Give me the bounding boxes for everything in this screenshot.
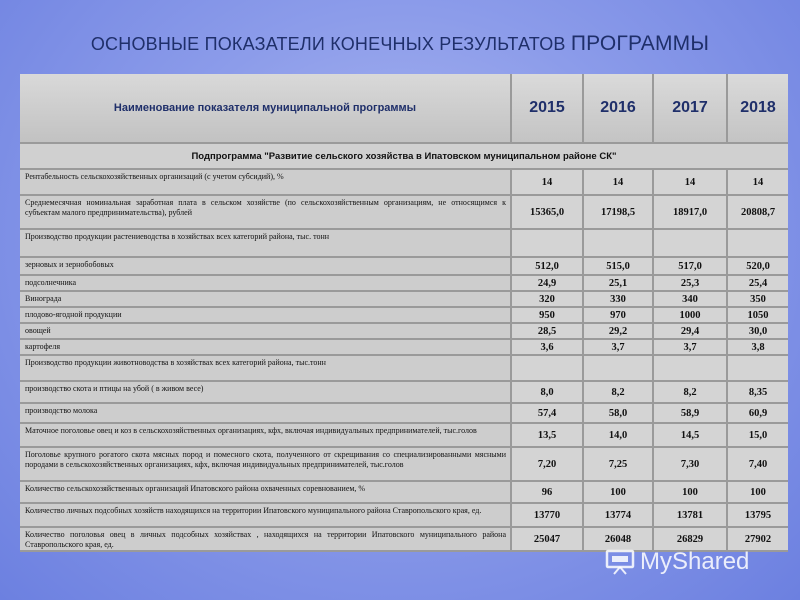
value-2016: 29,2: [584, 324, 654, 340]
value-2015: 950: [512, 308, 584, 324]
value-2015: 28,5: [512, 324, 584, 340]
subprogram-title: Подпрограмма "Развитие сельского хозяйства в Ипатовском муниципальном районе СК": [20, 144, 788, 170]
title-suffix: ПРОГРАММЫ: [570, 32, 710, 55]
header-year: 2016: [584, 74, 654, 144]
value-2018: 7,40: [728, 448, 788, 482]
value-2016: 7,25: [584, 448, 654, 482]
watermark-brand: MyShared: [640, 548, 750, 575]
value-2018: 8,35: [728, 382, 788, 404]
value-2018: 60,9: [728, 404, 788, 424]
indicator-name: производство скота и птицы на убой ( в живом весе): [20, 382, 512, 404]
value-2017: 100: [654, 482, 728, 504]
value-2018: 350: [728, 292, 788, 308]
indicator-name: Маточное поголовье овец и коз в сельскохозяйственных организациях, кфх, включая индивидуальных предпринимателей, тыс.голов: [20, 424, 512, 448]
header-name: Наименование показателя муниципальной программы: [20, 74, 512, 144]
value-2018: 30,0: [728, 324, 788, 340]
header-year: 2015: [512, 74, 584, 144]
indicator-name: Количество поголовья овец в личных подсобных хозяйствах , находящихся на территории Ипатовского муниципального района Ставропольского края, ед.: [20, 528, 512, 552]
value-2016: [584, 356, 654, 382]
page-title: [0, 32, 800, 56]
value-2016: 26048: [584, 528, 654, 552]
value-2015: [512, 356, 584, 382]
value-2016: 25,1: [584, 276, 654, 292]
indicator-name: Производство продукции растениеводства в хозяйствах всех категорий района, тыс. тонн: [20, 230, 512, 258]
value-2016: 100: [584, 482, 654, 504]
table-row: [20, 170, 788, 196]
value-2017: 14: [654, 170, 728, 196]
value-2017: 13781: [654, 504, 728, 528]
table-row: [20, 504, 788, 528]
table-row: [20, 196, 788, 230]
value-2016: 13774: [584, 504, 654, 528]
table-row: [20, 404, 788, 424]
value-2015: 57,4: [512, 404, 584, 424]
value-2018: 3,8: [728, 340, 788, 356]
value-2017: 340: [654, 292, 728, 308]
value-2017: 3,7: [654, 340, 728, 356]
value-2015: 14: [512, 170, 584, 196]
value-2015: 96: [512, 482, 584, 504]
indicator-name: производство молока: [20, 404, 512, 424]
value-2015: 512,0: [512, 258, 584, 276]
value-2015: 24,9: [512, 276, 584, 292]
value-2015: 13,5: [512, 424, 584, 448]
value-2018: 520,0: [728, 258, 788, 276]
subprogram-row: [20, 144, 788, 170]
table-row: [20, 482, 788, 504]
table-row: [20, 356, 788, 382]
table-row: [20, 448, 788, 482]
watermark: [604, 548, 749, 576]
indicator-name: овощей: [20, 324, 512, 340]
value-2017: 517,0: [654, 258, 728, 276]
table-row: [20, 292, 788, 308]
value-2017: 25,3: [654, 276, 728, 292]
indicator-name: подсолнечника: [20, 276, 512, 292]
value-2016: 14: [584, 170, 654, 196]
presentation-board-icon: [604, 549, 636, 575]
table-row: [20, 276, 788, 292]
indicator-name: Поголовье крупного рогатого скота мясных пород и помесного скота, полученного от скрещивания со специализированными мясными породами в сельскохозяйственных организациях, кфх, включая индивидуальных предпринимателей, тыс.голов: [20, 448, 512, 482]
value-2018: 20808,7: [728, 196, 788, 230]
title-prefix: ОСНОВНЫЕ ПОКАЗАТЕЛИ КОНЕЧНЫХ РЕЗУЛЬТАТОВ: [90, 34, 566, 54]
value-2016: 515,0: [584, 258, 654, 276]
indicator-name: Количество сельскохозяйственных организаций Ипатовского района охваченных соревнованием, %: [20, 482, 512, 504]
value-2017: 18917,0: [654, 196, 728, 230]
value-2018: 25,4: [728, 276, 788, 292]
table-row: [20, 382, 788, 404]
value-2018: 15,0: [728, 424, 788, 448]
indicator-name: Производство продукции животноводства в хозяйствах всех категорий района, тыс.тонн: [20, 356, 512, 382]
indicator-name: Винограда: [20, 292, 512, 308]
value-2017: 29,4: [654, 324, 728, 340]
value-2017: 7,30: [654, 448, 728, 482]
table-row: [20, 340, 788, 356]
value-2015: 3,6: [512, 340, 584, 356]
value-2017: 26829: [654, 528, 728, 552]
value-2016: 3,7: [584, 340, 654, 356]
table-row: [20, 324, 788, 340]
indicator-name: зерновых и зернобобовых: [20, 258, 512, 276]
header-year: 2018: [728, 74, 788, 144]
value-2015: 8,0: [512, 382, 584, 404]
value-2015: [512, 230, 584, 258]
value-2016: 330: [584, 292, 654, 308]
indicator-name: Количество личных подсобных хозяйств находящихся на территории Ипатовского муниципального района Ставропольского края, ед.: [20, 504, 512, 528]
value-2016: 8,2: [584, 382, 654, 404]
value-2015: 320: [512, 292, 584, 308]
value-2018: 13795: [728, 504, 788, 528]
table-row: [20, 258, 788, 276]
value-2017: 58,9: [654, 404, 728, 424]
table-row: [20, 230, 788, 258]
value-2017: 8,2: [654, 382, 728, 404]
table-row: [20, 308, 788, 324]
value-2018: 14: [728, 170, 788, 196]
indicator-name: Среднемесячная номинальная заработная плата в сельском хозяйстве (по сельскохозяйственным организациям, не относящимся к субъектам малого предпринимательства), рублей: [20, 196, 512, 230]
value-2018: 27902: [728, 528, 788, 552]
table-row: [20, 424, 788, 448]
value-2015: 13770: [512, 504, 584, 528]
header-year: 2017: [654, 74, 728, 144]
value-2018: 100: [728, 482, 788, 504]
indicator-name: Рентабельность сельскохозяйственных организаций (с учетом субсидий), %: [20, 170, 512, 196]
value-2017: [654, 356, 728, 382]
value-2018: [728, 230, 788, 258]
value-2016: [584, 230, 654, 258]
value-2015: 7,20: [512, 448, 584, 482]
value-2015: 25047: [512, 528, 584, 552]
value-2017: [654, 230, 728, 258]
indicator-name: плодово-ягодной продукции: [20, 308, 512, 324]
indicator-name: картофеля: [20, 340, 512, 356]
value-2017: 1000: [654, 308, 728, 324]
indicators-table: [20, 74, 788, 552]
value-2018: [728, 356, 788, 382]
value-2016: 970: [584, 308, 654, 324]
value-2016: 14,0: [584, 424, 654, 448]
value-2016: 17198,5: [584, 196, 654, 230]
value-2015: 15365,0: [512, 196, 584, 230]
value-2018: 1050: [728, 308, 788, 324]
value-2017: 14,5: [654, 424, 728, 448]
value-2016: 58,0: [584, 404, 654, 424]
table-header: [20, 74, 788, 144]
